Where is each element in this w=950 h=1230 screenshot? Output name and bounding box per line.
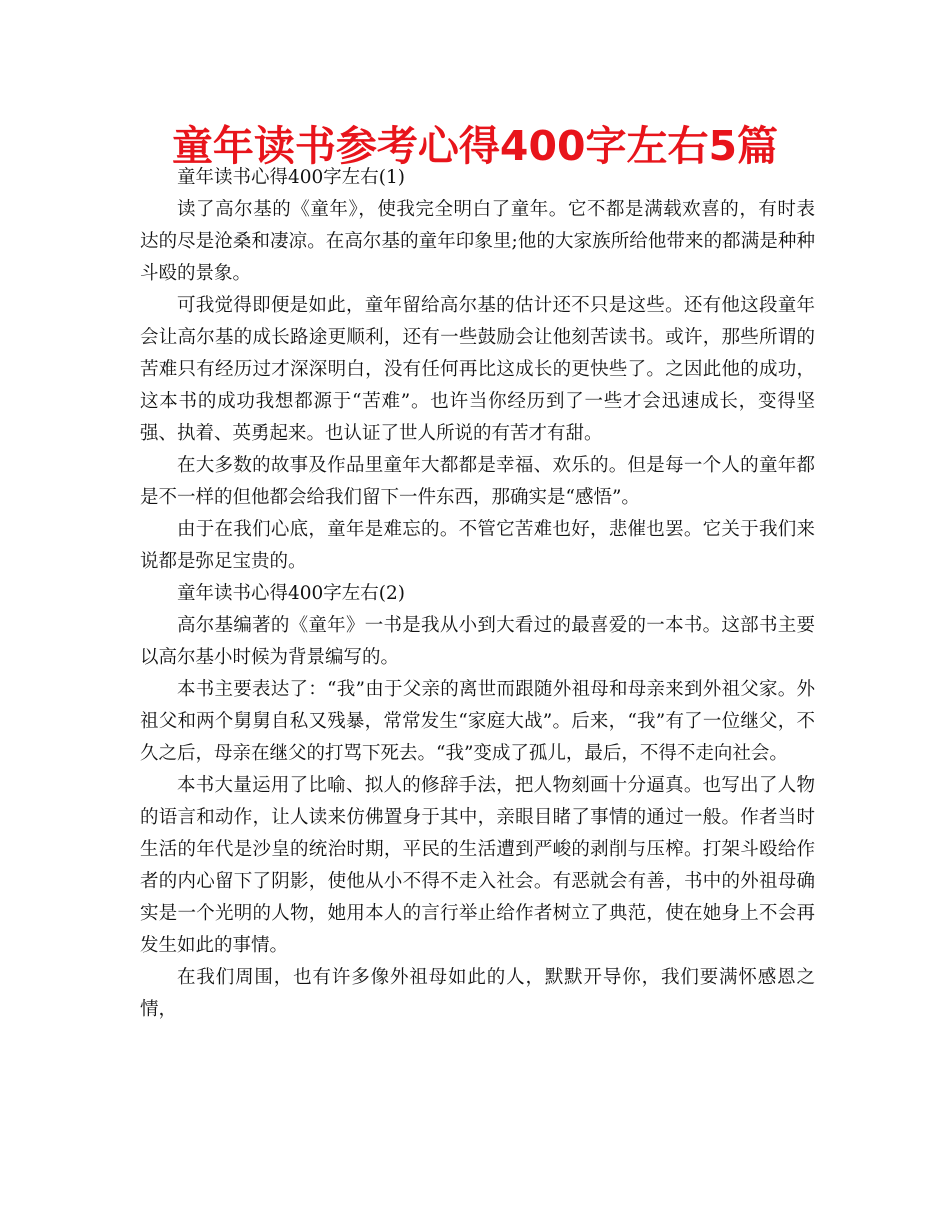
paragraph: 在我们周围，也有许多像外祖母如此的人，默默开导你，我们要满怀感恩之情， [140,967,815,1020]
paragraph: 可我觉得即便是如此，童年留给高尔基的估计还不只是这些。还有他这段童年会让高尔基的成长路途更顺利，还有一些鼓励会让他刻苦读书。或许，那些所谓的苦难只有经历过才深深明白，没有任何再比这成长的更快些了。之因此他的成功，这本书的成功我想都源于“苦难”。也许当你经历到了一些才会迅速成长，变得坚强、执着、英勇起来。也认证了世人所说的有苦才有甜。 [140,295,815,444]
page-title: 童年读书参考心得400字左右5篇 [171,122,779,170]
paragraph: 本书主要表达了：“我”由于父亲的离世而跟随外祖母和母亲来到外祖父家。外祖父和两个舅舅自私又残暴，常常发生“家庭大战”。后来，“我”有了一位继父，不久之后，母亲在继父的打骂下死去。“我”变成了孤儿，最后，不得不走向社会。 [140,679,815,764]
paragraph: 读了高尔基的《童年》，使我完全明白了童年。它不都是满载欢喜的，有时表达的尽是沧桑和凄凉。在高尔基的童年印象里;他的大家族所给他带来的都满是种种斗殴的景象。 [140,199,815,284]
document-body [140,162,815,1026]
paragraph: 高尔基编著的《童年》一书是我从小到大看过的最喜爱的一本书。这部书主要以高尔基小时候为背景编写的。 [140,615,815,668]
section-heading-2: 童年读书心得400字左右(2) [177,583,406,604]
paragraph: 由于在我们心底，童年是难忘的。不管它苦难也好，悲催也罢。它关于我们来说都是弥足宝贵的。 [140,519,815,572]
paragraph: 本书大量运用了比喻、拟人的修辞手法，把人物刻画十分逼真。也写出了人物的语言和动作，让人读来仿佛置身于其中，亲眼目睹了事情的通过一般。作者当时生活的年代是沙皇的统治时期，平民的生活遭到严峻的剥削与压榨。打架斗殴给作者的内心留下了阴影，使他从小不得不走入社会。有恶就会有善，书中的外祖母确实是一个光明的人物，她用本人的言行举止给作者树立了典范，使在她身上不会再发生如此的事情。 [140,775,815,956]
section-heading-1: 童年读书心得400字左右(1) [177,167,406,188]
paragraph: 在大多数的故事及作品里童年大都都是幸福、欢乐的。但是每一个人的童年都是不一样的但他都会给我们留下一件东西，那确实是“感悟”。 [140,455,815,508]
